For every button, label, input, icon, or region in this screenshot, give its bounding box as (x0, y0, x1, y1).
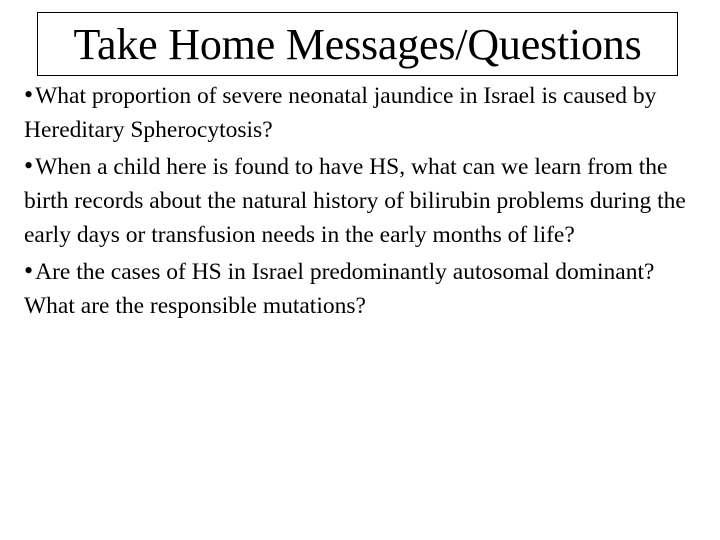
bullet-text: Are the cases of HS in Israel predominantly autosomal dominant? What are the responsible mutations? (24, 259, 655, 319)
bullet-text: When a child here is found to have HS, what can we learn from the birth records about the natural history of bilirubin problems during the early days or transfusion needs in the early months of life? (24, 154, 686, 248)
bullet-item (24, 78, 704, 147)
bullet-marker-icon: • (24, 80, 34, 109)
bullet-text: What proportion of severe neonatal jaundice in Israel is caused by Hereditary Spherocytosis? (24, 83, 657, 143)
slide-title: Take Home Messages/Questions (73, 20, 642, 69)
bullet-item (24, 254, 704, 323)
title-box (37, 12, 678, 76)
bullet-list (24, 78, 704, 325)
bullet-item (24, 149, 704, 252)
bullet-marker-icon: • (24, 151, 34, 180)
bullet-marker-icon: • (24, 256, 34, 285)
